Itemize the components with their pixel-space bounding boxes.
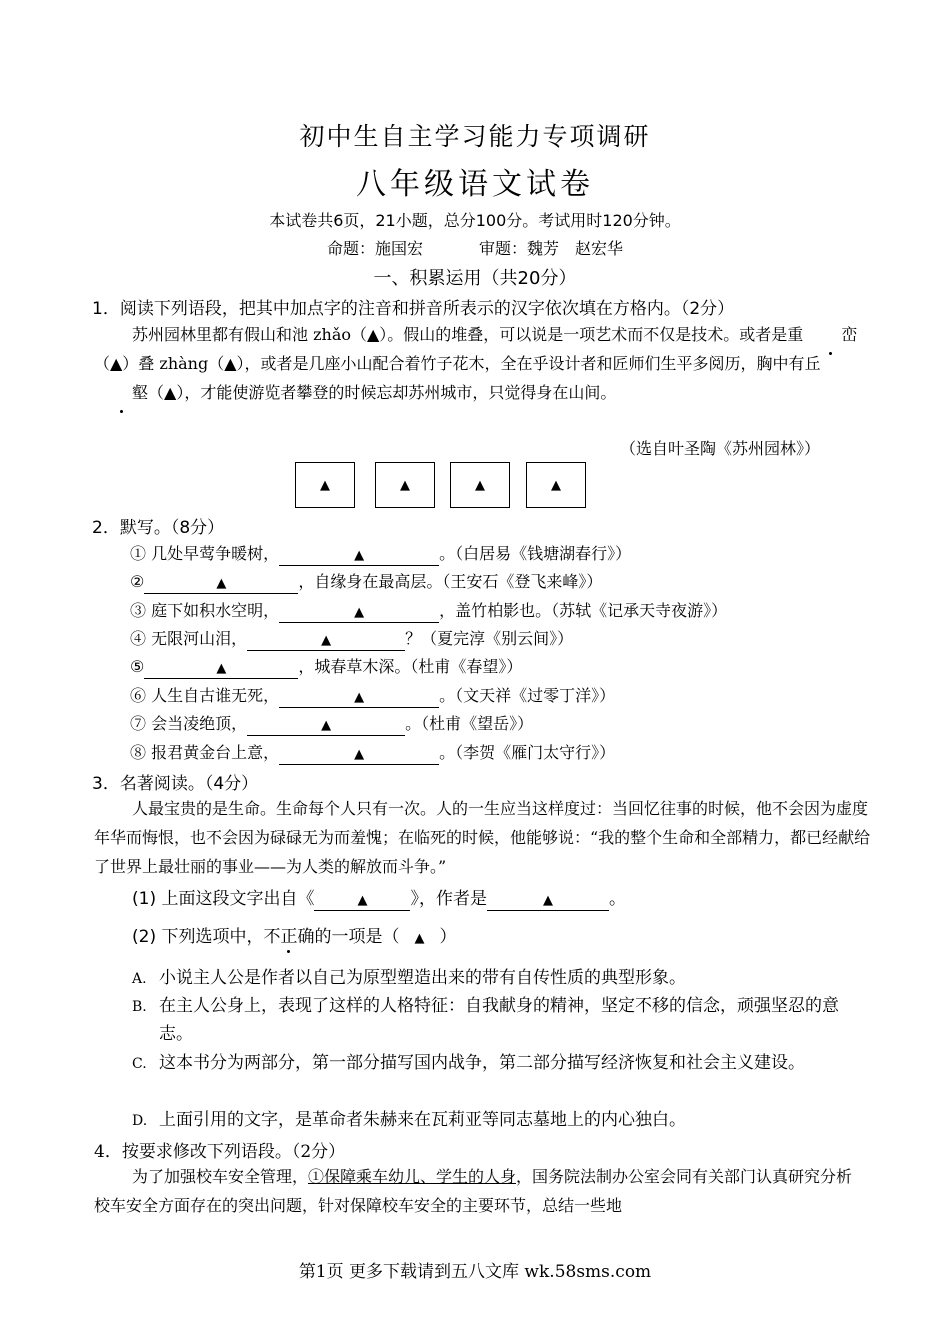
- q1-stem: 1．阅读下列语段，把其中加点字的注音和拼音所表示的汉字依次填在方格内。（2分）: [92, 299, 735, 319]
- q3-sub1: (1) 上面这段文字出自《 ▲ 》，作者是 ▲ 。: [132, 889, 626, 909]
- q1-source: （选自叶圣陶《苏州园林》）: [620, 439, 821, 458]
- option-c[interactable]: C. 这本书分为两部分，第一部分描写国内战争，第二部分描写经济恢复和社会主义建设。: [132, 1053, 805, 1073]
- exam-info: 本试卷共6页，21小题，总分100分。考试用时120分钟。: [269, 211, 681, 230]
- exam-title: 初中生自主学习能力专项调研: [299, 122, 651, 151]
- q3-stem: 3．名著阅读。（4分）: [92, 774, 259, 794]
- page-footer: 第1页 更多下载请到五八文库 wk.58sms.com: [298, 1262, 652, 1282]
- reviewer-label: 审题：魏芳 赵宏华: [479, 239, 624, 258]
- answer-blank[interactable]: ▲: [144, 658, 298, 679]
- answer-box[interactable]: [450, 462, 510, 508]
- answer-blank[interactable]: ▲: [247, 715, 405, 736]
- dictation-line: ③ 庭下如积水空明， ▲ ，盖竹柏影也。（苏轼《记承天寺夜游》）: [130, 598, 727, 623]
- section-heading: 一、积累运用（共20分）: [373, 268, 577, 289]
- answer-box[interactable]: [526, 462, 586, 508]
- triangle-icon: ▲: [475, 477, 485, 493]
- answer-blank[interactable]: ▲: [279, 687, 439, 708]
- answer-slot[interactable]: ▲: [414, 931, 425, 946]
- exam-authors: [0, 236, 950, 259]
- dictation-line: ⑥ 人生自古谁无死， ▲ 。（文天祥《过零丁洋》）: [130, 683, 615, 708]
- dictation-line: ⑦ 会当凌绝顶， ▲ 。（杜甫《望岳》）: [130, 711, 533, 736]
- dotted-char: 峦: [803, 320, 857, 349]
- answer-blank[interactable]: ▲: [279, 602, 439, 623]
- dotted-char: 壑: [94, 378, 148, 407]
- answer-blank[interactable]: ▲: [144, 573, 298, 594]
- option-a[interactable]: A. 小说主人公是作者以自己为原型塑造出来的带有自传性质的典型形象。: [132, 968, 686, 988]
- option-b[interactable]: B. 在主人公身上，表现了这样的人格特征：自我献身的精神，坚定不移的信念，顽强坚忍的意志。: [132, 996, 839, 1044]
- dictation-line: ⑧ 报君黄金台上意， ▲ 。（李贺《雁门太守行》）: [130, 740, 615, 765]
- triangle-icon: ▲: [320, 477, 330, 493]
- answer-box[interactable]: [295, 462, 355, 508]
- answer-blank[interactable]: ▲: [279, 545, 439, 566]
- dictation-line: ① 几处早莺争暖树， ▲ 。（白居易《钱塘湖春行》）: [130, 541, 631, 566]
- answer-blank[interactable]: ▲: [314, 890, 410, 911]
- triangle-icon: ▲: [400, 477, 410, 493]
- underlined-phrase: ①保障乘车幼儿、学生的人身: [308, 1167, 517, 1186]
- setter-label: 命题：施国宏: [326, 239, 423, 258]
- option-d[interactable]: D. 上面引用的文字，是革命者朱赫来在瓦莉亚等同志墓地上的内心独白。: [132, 1110, 686, 1130]
- q4-passage: 为了加强校车安全管理，①保障乘车幼儿、学生的人身，国务院法制办公室会同有关部门认真研究分析校车安全方面存在的突出问题，针对保障校车安全的主要环节，总结一些地: [94, 1167, 853, 1215]
- q3-sub2: (2) 下列选项中，不正确的一项是（ ▲ ）: [132, 922, 456, 947]
- answer-blank[interactable]: ▲: [247, 630, 405, 651]
- answer-blank[interactable]: ▲: [487, 890, 609, 911]
- q2-stem: 2．默写。（8分）: [92, 518, 225, 538]
- dictation-line: ⑤ ▲ ，城春草木深。（杜甫《春望》）: [130, 654, 522, 679]
- q3-passage: 人最宝贵的是生命。生命每个人只有一次。人的一生应当这样度过：当回忆往事的时候，他不会因为虚度年华而悔恨，也不会因为碌碌无为而羞愧；在临死的时候，他能够说：“我的整个生命和全部精力，都已经献给了世界上最壮丽的事业——为人类的解放而斗争。”: [94, 799, 871, 876]
- answer-box[interactable]: [375, 462, 435, 508]
- triangle-icon: ▲: [551, 477, 561, 493]
- dictation-line: ② ▲ ，自缘身在最高层。（王安石《登飞来峰》）: [130, 569, 602, 594]
- q4-stem: 4．按要求修改下列语段。（2分）: [94, 1142, 346, 1162]
- answer-blank[interactable]: ▲: [279, 744, 439, 765]
- dictation-line: ④ 无限河山泪， ▲ ？（夏完淳《别云间》）: [130, 626, 573, 651]
- exam-subtitle: 八年级语文试卷: [356, 167, 594, 202]
- q1-passage: 苏州园林里都有假山和池 zhǎo（▲）。假山的堆叠，可以说是一项艺术而不仅是技术。或者是重 峦（▲）叠 zhàng（▲），或者是几座小山配合着竹子花木，全在乎设计者和匠师们生平多阅历，胸中有丘壑（▲），才能使游览者攀登的时候忘却苏州城市，只觉得身在山间。: [94, 320, 866, 407]
- dotted-word: 不正确: [263, 922, 314, 947]
